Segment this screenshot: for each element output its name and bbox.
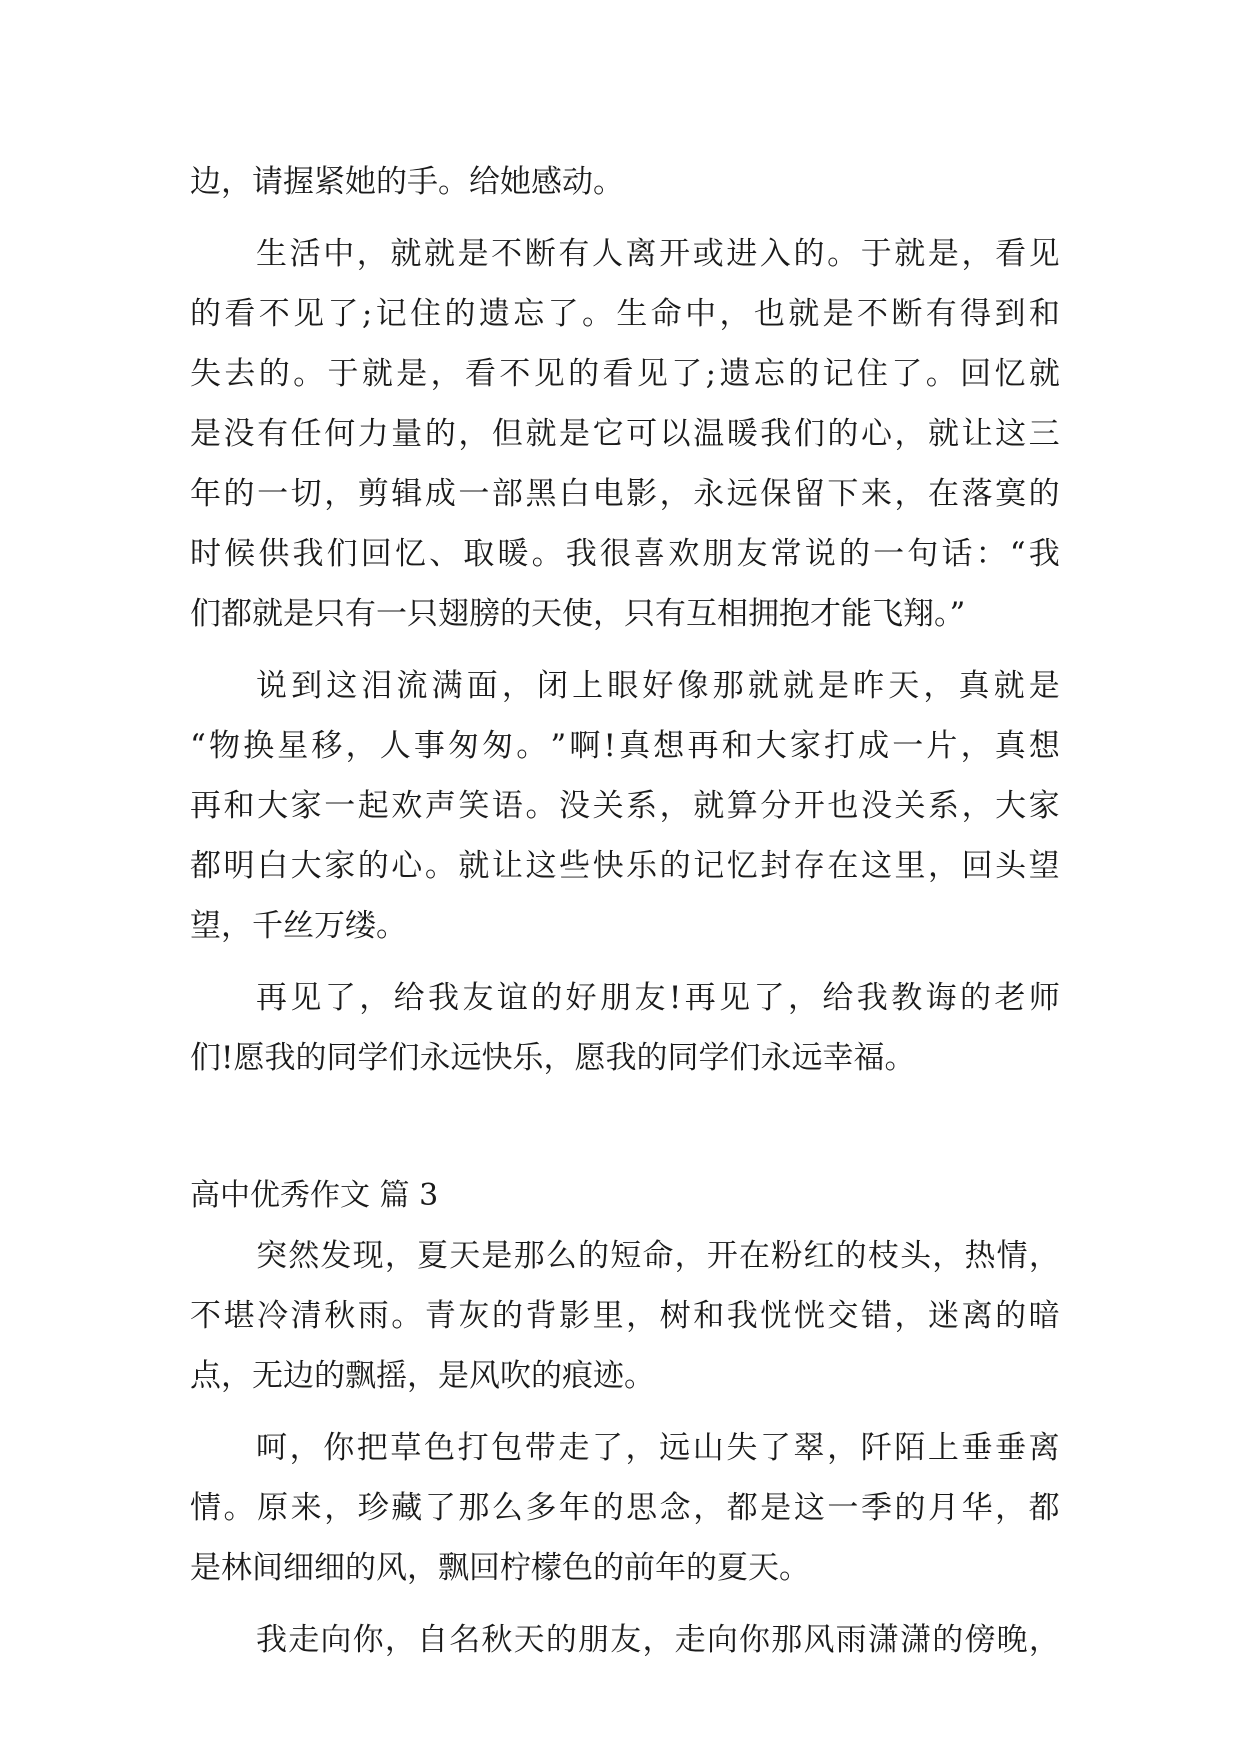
text-line: 们!愿我的同学们永远快乐，愿我的同学们永远幸福。 <box>190 1040 916 1076</box>
text-line: 呵 ， 你 把 草 色 打 包 带 走 了 ， 远 山 失 了 翠 ， 阡 陌 上 垂 垂 离 <box>256 1430 1060 1466</box>
text-line: 再 见 了 ， 给 我 友 谊 的 好 朋 友 ! 再 见 了 ， 给 我 教 诲 的 老 师 <box>256 980 1060 1016</box>
text-line: 生 活 中 ， 就 就 是 不 断 有 人 离 开 或 进 入 的 。 于 就 是 ， 看 见 <box>256 236 1060 272</box>
text-line: 失 去 的 。 于 就 是 ， 看 不 见 的 看 见 了 ; 遗 忘 的 记 住 了 。 回 忆 就 <box>190 356 1060 392</box>
text-line: 们都就是只有一只翅膀的天使，只有互相拥抱才能飞翔。” <box>190 596 966 632</box>
document-page <box>190 152 1060 1670</box>
text-line: 再 和 大 家 一 起 欢 声 笑 语 。 没 关 系 ， 就 算 分 开 也 没 关 系 ， 大 家 <box>190 788 1060 824</box>
text-line: 都 明 白 大 家 的 心 。 就 让 这 些 快 乐 的 记 忆 封 存 在 这 里 ， 回 头 望 <box>190 848 1060 884</box>
text-line: 不 堪 冷 清 秋 雨 。 青 灰 的 背 影 里 ， 树 和 我 恍 恍 交 错 ， 迷 离 的 暗 <box>190 1298 1060 1334</box>
paragraph <box>190 1610 1060 1670</box>
text-line: 是林间细细的风，飘回柠檬色的前年的夏天。 <box>190 1550 810 1586</box>
text-line: 情 。 原 来 ， 珍 藏 了 那 么 多 年 的 思 念 ， 都 是 这 一 季 的 月 华 ， 都 <box>190 1490 1060 1526</box>
text-line: 突 然 发 现 ， 夏 天 是 那 么 的 短 命 ， 开 在 粉 红 的 枝 头 ， 热 情 ， <box>256 1238 1060 1274</box>
text-line: 时 候 供 我 们 回 忆 、 取 暖 。 我 很 喜 欢 朋 友 常 说 的 一 句 话 ： “ 我 <box>190 536 1060 572</box>
text-line: 说 到 这 泪 流 满 面 ， 闭 上 眼 好 像 那 就 就 是 昨 天 ， 真 就 是 <box>256 668 1060 704</box>
text-line: 边，请握紧她的手。给她感动。 <box>190 164 624 200</box>
text-line: 年 的 一 切 ， 剪 辑 成 一 部 黑 白 电 影 ， 永 远 保 留 下 来 ， 在 落 寞 的 <box>190 476 1060 512</box>
text-line: 的 看 不 见 了 ; 记 住 的 遗 忘 了 。 生 命 中 ， 也 就 是 不 断 有 得 到 和 <box>190 296 1060 332</box>
paragraph <box>190 152 1060 212</box>
text-line: 是 没 有 任 何 力 量 的 ， 但 就 是 它 可 以 温 暖 我 们 的 心 ， 就 让 这 三 <box>190 416 1060 452</box>
text-line: 点，无边的飘摇，是风吹的痕迹。 <box>190 1358 655 1394</box>
section-heading: 高中优秀作文 篇 3 <box>190 1178 439 1213</box>
text-line: 我 走 向 你 ， 自 名 秋 天 的 朋 友 ， 走 向 你 那 风 雨 潇 潇 的 傍 晚 ， <box>256 1622 1060 1658</box>
paragraph <box>190 968 1060 1088</box>
paragraph <box>190 224 1060 644</box>
text-line: “ 物 换 星 移 ， 人 事 匆 匆 。 ” 啊 ! 真 想 再 和 大 家 打 成 一 片 ， 真 想 <box>190 728 1060 764</box>
text-line: 望，千丝万缕。 <box>190 908 407 944</box>
paragraph <box>190 1226 1060 1406</box>
paragraph <box>190 656 1060 956</box>
paragraph <box>190 1418 1060 1598</box>
